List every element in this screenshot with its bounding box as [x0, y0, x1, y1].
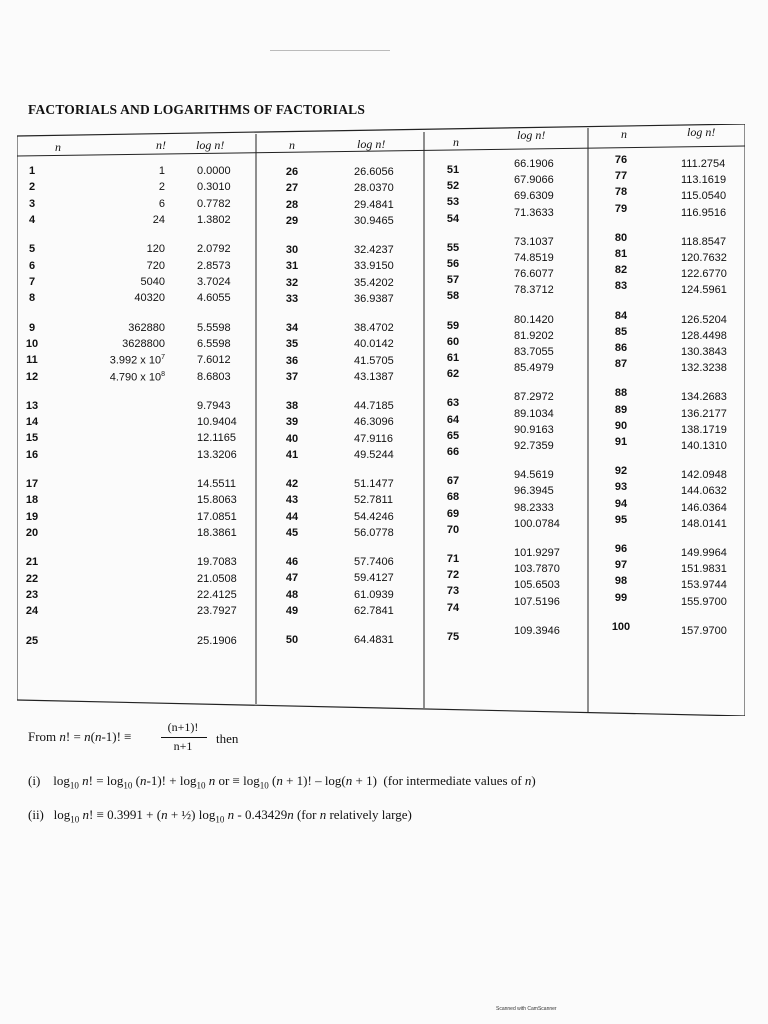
log-factorial-value: 23.7927: [197, 605, 237, 618]
n-value: 20: [25, 527, 39, 540]
n-value: 36: [285, 354, 299, 367]
log-factorial-value: 132.3238: [681, 362, 727, 375]
log-factorial-value: 59.4127: [354, 572, 394, 585]
n-value: 70: [446, 523, 460, 536]
header-n-1: n: [55, 140, 61, 154]
log-factorial-value: 105.6503: [514, 579, 560, 592]
n-value: 12: [25, 370, 39, 383]
n-value: 71: [446, 553, 460, 565]
log-factorial-value: 56.0778: [354, 526, 394, 539]
log-factorial-value: 0.7782: [197, 197, 231, 210]
n-value: 8: [28, 292, 36, 305]
n-value: 89: [614, 403, 628, 416]
log-factorial-value: 107.5196: [514, 595, 560, 608]
log-factorial-value: 62.7841: [354, 604, 394, 617]
log-factorial-value: 51.1477: [354, 478, 394, 490]
log-factorial-value: 126.5204: [681, 313, 727, 326]
log-factorial-value: 76.6077: [514, 268, 554, 281]
n-value: 15: [25, 432, 39, 445]
n-value: 56: [446, 258, 460, 270]
n-value: 21: [25, 556, 39, 569]
page-title: FACTORIALS AND LOGARITHMS OF FACTORIALS: [28, 102, 366, 117]
n-value: 73: [446, 585, 460, 598]
log-factorial-value: 64.4831: [354, 634, 394, 646]
n-value: 72: [446, 569, 460, 582]
log-factorial-value: 80.1420: [514, 313, 554, 326]
n-value: 32: [285, 276, 299, 289]
log-factorial-value: 85.4979: [514, 362, 554, 375]
n-value: 99: [614, 591, 628, 604]
n-value: 93: [614, 481, 628, 494]
header-log-1: log n!: [196, 138, 225, 152]
factorial-value: 3.992 x $10^7$: [109, 354, 165, 367]
log-factorial-value: 10.9404: [197, 416, 237, 429]
n-value: 18: [25, 494, 39, 507]
n-value: 76: [614, 154, 628, 166]
formula-line-ii: (ii) $\log_{10} n$! ≡ 0.3991 + (n + ½) $\log_{10} n - 0.43429n$ (for n relatively large): [28, 807, 412, 825]
n-value: 100: [611, 620, 631, 633]
log-factorial-value: 40.0142: [354, 338, 394, 351]
n-value: 33: [285, 292, 299, 305]
n-value: 2: [28, 181, 36, 194]
log-factorial-value: 21.0508: [197, 572, 237, 585]
header-log-3: log n!: [517, 128, 546, 142]
log-factorial-value: 7.6012: [197, 354, 231, 367]
header-n-4: n: [621, 127, 627, 141]
log-factorial-value: 153.9744: [681, 579, 727, 592]
log-factorial-value: 151.9831: [681, 563, 727, 576]
n-value: 14: [25, 416, 39, 429]
n-value: 17: [25, 478, 39, 491]
log-factorial-value: 52.7811: [354, 494, 393, 507]
log-factorial-value: 43.1387: [354, 370, 394, 383]
n-value: 84: [614, 309, 628, 322]
factorial-value: 362880: [128, 321, 165, 334]
formula-then: then: [216, 731, 239, 746]
log-factorial-value: 103.7870: [514, 563, 560, 576]
factorial-value: 4.790 x $10^8$: [109, 370, 165, 384]
log-factorial-value: 2.8573: [197, 259, 231, 272]
n-value: 62: [446, 368, 460, 381]
n-value: 23: [25, 589, 39, 602]
log-factorial-value: 96.3945: [514, 485, 554, 498]
n-value: 81: [614, 248, 628, 260]
log-factorial-value: 14.5511: [197, 478, 236, 491]
log-factorial-value: 3.7024: [197, 275, 231, 288]
n-value: 34: [285, 322, 299, 334]
log-factorial-value: 115.0540: [681, 190, 727, 203]
n-value: 37: [285, 370, 299, 383]
log-factorial-value: 155.9700: [681, 595, 727, 608]
log-factorial-value: 47.9116: [354, 432, 393, 445]
log-factorial-value: 66.1906: [514, 158, 554, 170]
scan-artifact-line: [270, 50, 390, 51]
log-factorial-value: 32.4237: [354, 244, 394, 256]
log-factorial-value: 128.4498: [681, 329, 727, 342]
n-value: 79: [614, 202, 628, 215]
n-value: 77: [614, 170, 628, 183]
n-value: 40: [285, 432, 299, 445]
n-value: 98: [614, 575, 628, 588]
log-factorial-value: 94.5619: [514, 469, 554, 482]
n-value: 5: [28, 243, 36, 256]
log-factorial-value: 26.6056: [354, 166, 394, 178]
log-factorial-value: 71.3633: [514, 206, 554, 219]
log-factorial-value: 49.5244: [354, 448, 394, 461]
n-value: 96: [614, 543, 628, 555]
log-factorial-value: 81.9202: [514, 329, 554, 342]
n-value: 47: [285, 572, 299, 585]
n-value: 60: [446, 335, 460, 348]
n-value: 51: [446, 164, 460, 176]
header-n-2: n: [289, 138, 295, 152]
n-value: 38: [285, 400, 299, 412]
n-value: 31: [285, 260, 299, 273]
n-value: 41: [285, 448, 299, 461]
scanner-watermark: Scanned with CamScanner: [496, 1006, 557, 1012]
n-value: 1: [28, 165, 36, 177]
n-value: 83: [614, 280, 628, 293]
factorial-table: [17, 124, 745, 716]
log-factorial-value: 122.6770: [681, 268, 727, 281]
factorial-value: 120: [146, 243, 165, 256]
n-value: 3: [28, 197, 36, 210]
log-factorial-value: 12.1165: [197, 432, 236, 445]
factorial-value: 2: [158, 181, 165, 194]
log-factorial-value: 146.0364: [681, 501, 727, 514]
log-factorial-value: 5.5598: [197, 321, 231, 334]
n-value: 52: [446, 180, 460, 193]
log-factorial-value: 17.0851: [197, 510, 237, 523]
n-value: 59: [446, 319, 460, 332]
n-value: 7: [28, 275, 36, 288]
formula-from: From n! = n(n-1)! ≡: [28, 729, 132, 744]
factorial-value: 40320: [134, 292, 165, 305]
log-factorial-value: 9.7943: [197, 399, 231, 412]
log-factorial-value: 22.4125: [197, 589, 237, 602]
n-value: 64: [446, 413, 460, 426]
n-value: 35: [285, 338, 299, 351]
log-factorial-value: 33.9150: [354, 260, 394, 273]
n-value: 92: [614, 465, 628, 478]
n-value: 46: [285, 556, 299, 568]
n-value: 86: [614, 342, 628, 354]
log-factorial-value: 2.0792: [197, 243, 231, 256]
n-value: 49: [285, 604, 299, 617]
n-value: 57: [446, 274, 460, 287]
log-factorial-value: 118.8547: [681, 235, 727, 248]
log-factorial-value: 61.0939: [354, 588, 394, 601]
header-nfact-1: n!: [156, 138, 166, 152]
log-factorial-value: 92.7359: [514, 440, 554, 452]
log-factorial-value: 36.9387: [354, 292, 394, 305]
n-value: 24: [25, 605, 39, 618]
header-n-3: n: [453, 135, 459, 149]
fraction-denominator: n+1: [173, 739, 193, 753]
log-factorial-value: 28.0370: [354, 182, 394, 195]
n-value: 53: [446, 196, 460, 209]
n-value: 78: [614, 186, 628, 199]
n-value: 65: [446, 429, 460, 442]
log-factorial-value: 83.7055: [514, 346, 554, 358]
log-factorial-value: 101.9297: [514, 547, 560, 559]
n-value: 4: [28, 213, 36, 226]
factorial-value: 1: [158, 165, 165, 177]
n-value: 45: [285, 526, 299, 539]
header-log-2: log n!: [357, 137, 386, 151]
log-factorial-value: 1.3802: [197, 213, 231, 226]
log-factorial-value: 4.6055: [197, 292, 231, 305]
n-value: 74: [446, 601, 460, 614]
log-factorial-value: 116.9516: [681, 206, 727, 219]
log-factorial-value: 44.7185: [354, 400, 394, 412]
n-value: 26: [285, 166, 299, 178]
log-factorial-value: 8.6803: [197, 370, 231, 383]
n-value: 10: [25, 337, 39, 350]
header-log-4: log n!: [687, 125, 716, 139]
n-value: 50: [285, 634, 299, 646]
log-factorial-value: 0.0000: [197, 165, 231, 177]
formula-line-i: (i) $\log_{10} n$! = $\log_{10} (n-1)$! + $\log_{10} n$ or ≡ $\log_{10} (n + 1)$! – log(n + 1) (for intermediate values of n): [28, 773, 536, 791]
log-factorial-value: 113.1619: [681, 174, 727, 187]
log-factorial-value: 46.3096: [354, 416, 394, 429]
n-value: 16: [25, 448, 39, 461]
fraction-bar: [161, 737, 207, 738]
log-factorial-value: 109.3946: [514, 624, 560, 637]
n-value: 94: [614, 497, 628, 510]
log-factorial-value: 18.3861: [197, 527, 237, 540]
exponent: 7: [161, 354, 165, 362]
log-factorial-value: 142.0948: [681, 469, 727, 482]
log-factorial-value: 69.6309: [514, 190, 554, 203]
log-factorial-value: 19.7083: [197, 556, 237, 569]
n-value: 63: [446, 397, 460, 410]
log-factorial-value: 130.3843: [681, 346, 727, 358]
log-factorial-value: 140.1310: [681, 440, 727, 452]
log-factorial-value: 38.4702: [354, 322, 394, 334]
n-value: 44: [285, 510, 299, 523]
log-factorial-value: 74.8519: [514, 252, 554, 264]
n-value: 19: [25, 510, 39, 523]
log-factorial-value: 89.1034: [514, 407, 554, 420]
log-factorial-value: 78.3712: [514, 284, 554, 297]
n-value: 29: [285, 214, 299, 227]
n-value: 13: [25, 399, 39, 412]
log-factorial-value: 136.2177: [681, 407, 727, 420]
log-factorial-value: 30.9465: [354, 214, 394, 227]
log-factorial-value: 73.1037: [514, 235, 554, 248]
log-factorial-value: 134.2683: [681, 391, 727, 404]
n-value: 80: [614, 231, 628, 244]
n-value: 67: [446, 475, 460, 488]
n-value: 27: [285, 182, 299, 195]
log-factorial-value: 41.5705: [354, 354, 394, 367]
n-value: 28: [285, 198, 299, 211]
log-factorial-value: 124.5961: [681, 284, 727, 297]
n-value: 30: [285, 244, 299, 256]
n-value: 54: [446, 212, 460, 225]
log-factorial-value: 67.9066: [514, 174, 554, 187]
log-factorial-value: 54.4246: [354, 510, 394, 523]
n-value: 6: [28, 259, 36, 272]
n-value: 75: [446, 630, 460, 643]
log-factorial-value: 111.2754: [681, 158, 726, 170]
n-value: 22: [25, 572, 39, 585]
n-value: 97: [614, 559, 628, 572]
log-factorial-value: 0.3010: [197, 181, 231, 194]
exponent: 8: [161, 370, 165, 378]
n-value: 11: [26, 354, 38, 367]
n-value: 55: [446, 241, 460, 254]
log-factorial-value: 29.4841: [354, 198, 394, 211]
log-factorial-value: 144.0632: [681, 485, 727, 498]
n-value: 69: [446, 507, 460, 520]
log-factorial-value: 90.9163: [514, 423, 554, 436]
n-value: 68: [446, 491, 460, 504]
factorial-value: 720: [146, 259, 165, 272]
log-factorial-value: 87.2972: [514, 391, 554, 404]
n-value: 95: [614, 513, 628, 526]
log-factorial-value: 138.1719: [681, 423, 727, 436]
factorial-value: 6: [158, 197, 165, 210]
log-factorial-value: 15.8063: [197, 494, 237, 507]
n-value: 88: [614, 387, 628, 400]
fraction-numerator: (n+1)!: [167, 720, 199, 734]
n-value: 9: [28, 321, 36, 334]
n-value: 25: [25, 634, 39, 647]
n-value: 48: [285, 588, 299, 601]
log-factorial-value: 25.1906: [197, 634, 237, 647]
log-factorial-value: 57.7406: [354, 556, 394, 568]
n-value: 58: [446, 290, 460, 303]
log-factorial-value: 148.0141: [681, 517, 727, 530]
log-factorial-value: 98.2333: [514, 501, 554, 514]
factorial-value: 24: [152, 213, 165, 226]
n-value: 61: [446, 352, 460, 364]
log-factorial-value: 35.4202: [354, 276, 394, 289]
factorial-value: 5040: [140, 275, 165, 288]
n-value: 42: [285, 478, 299, 490]
log-factorial-value: 6.5598: [197, 337, 231, 350]
n-value: 43: [285, 494, 299, 507]
log-factorial-value: 157.9700: [681, 624, 727, 637]
n-value: 82: [614, 264, 628, 277]
n-value: 87: [614, 358, 628, 371]
n-value: 90: [614, 419, 628, 432]
log-factorial-value: 149.9964: [681, 547, 727, 559]
factorial-value: 3628800: [122, 337, 165, 350]
log-factorial-value: 100.0784: [514, 517, 560, 530]
n-value: 85: [614, 325, 628, 338]
n-value: 91: [614, 436, 628, 448]
log-factorial-value: 120.7632: [681, 252, 727, 264]
n-value: 39: [285, 416, 299, 429]
n-value: 66: [446, 446, 460, 458]
log-factorial-value: 13.3206: [197, 448, 237, 461]
